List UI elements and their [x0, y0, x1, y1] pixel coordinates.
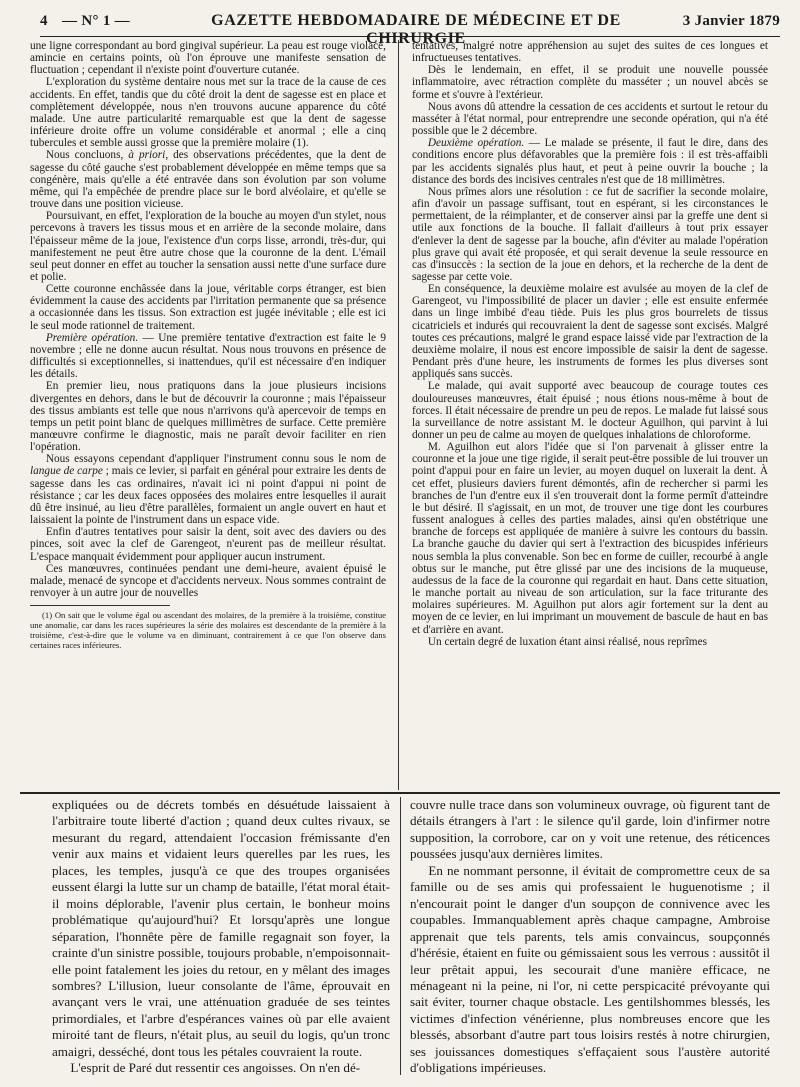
paragraph: L'esprit de Paré dut ressentir ces angoisses. On n'en dé-	[70, 1060, 361, 1076]
paragraph: Nous prîmes alors une résolution : ce fut de sacrifier la seconde molaire, afin d'avoir un passage suffisant, tout en espérant, si les circonstances le permettaient, de la réimplanter, et de conserver ainsi par la greffe une dent si utile aux fonctions de la bouche. Il fallait d'ailleurs à tout prix essayer d'enlever la dent de sagesse par la bouche, afin d'éviter au malade l'opération plus grave qui avait été proposée, et qui serait devenue la seule ressource en cas d'insuccès : la section de la joue en dehors, et la recherche de la dent de sagesse par cette voie.	[412, 185, 768, 283]
article-column-left	[30, 40, 386, 650]
article-column-right	[412, 40, 768, 648]
paragraph: une ligne correspondant au bord gingival supérieur. La peau est rouge violacé, amincie en certains points, où l'on éprouve une manifeste sensation de fluctuation ; cependant il n'existe point d'ouverture cutanée.	[30, 40, 386, 77]
paragraph: expliquées ou de décrets tombés en désuétude laissaient à l'arbitraire toute liberté d'action ; quand deux cultes rivaux, se mesurant du regard, attendaient l'occasion frémissante d'en venir aux mains et vidaient leurs querelles par les rues, les places, les temples, jusqu'à ce que des troupes organisées eussent élargi la lutte sur un champ de bataille, l'état moral était-il moins déplorable, l'avenir plus certain, le bonheur moins problématique qu'aujourd'hui? Et lorsqu'après une longue séparation, l'honnête père de famille regagnait son foyer, la crainte d'un sinistre possible, toujours probable, n'empoisonnait-elle point fatalement les joies du retour, en y mêlant des images sombres? L'illusion, lueur consolante de l'âme, éprouvait en avançant vers le vrai, une atténuation graduée de ses teintes primordiales, et l'arbre d'espérances vaines où par elle avaient miroité tant de fleurs, n'était plus, au seuil du logis, qu'un tronc amaigri, desséché, dont tous les pétales couvraient la route.	[52, 797, 390, 1059]
feuilleton-rule	[20, 792, 780, 794]
paragraph: Ces manœuvres, continuées pendant une demi-heure, avaient épuisé le malade, menacé de syncope et d'accidents nerveux. Nous sommes contraint de renvoyer à un autre jour de nouvelles	[30, 562, 386, 600]
page-header	[40, 12, 780, 47]
issue-date: 3 Janvier 1879	[682, 13, 780, 29]
feuilleton-column-right	[410, 797, 770, 1077]
paragraph: Nous essayons cependant d'appliquer l'instrument connu sous le nom de langue de carpe ; mais ce levier, si parfait en général pour extraire les dents de sagesse dans les cas ordinaires, n'avait ici ni point d'appui ni point de résistance ; car les deux faces opposées des molaires entre lesquelles il aurait dû être insinué, au lieu d'être parallèles, formaient un angle ouvert en haut et laissaient la pointe de l'instrument dans un espace vide.	[30, 453, 387, 527]
paragraph: Un certain degré de luxation étant ainsi réalisé, nous reprîmes	[427, 635, 707, 648]
paragraph: En ne nommant personne, il évitait de compromettre ceux de sa famille ou de ses amis qui professaient le huguenotisme ; il n'encourait point le danger d'un soupçon de connivence avec les coupables. Immanquablement après chaque campagne, Ambroise apprenait que tels parents, tels amis convaincus, soupçonnés d'hérésie, étaient en fuite ou gémissaient sous les verrous : aussitôt il leur prêtait appui, les secourait d'une manière efficace, ne ménageant ni la peine, ni l'or, ni cette perspicacité prévoyante qui sait éviter, tourner chaque obstacle. Les gentilshommes blessés, les victimes d'infection vénérienne, plus nombreuses encore que les blessés, absorbant d'autre part tous loisirs restés à notre chirurgien, ses jouissances domestiques s'effaçaient sous l'austère autorité d'obligations impérieuses.	[410, 862, 770, 1076]
column-divider	[398, 40, 399, 790]
paragraph: tentatives, malgré notre appréhension au sujet des suites de ces longues et infructueuses tentatives.	[412, 40, 768, 65]
footnote: (1) On sait que le volume égal ou ascendant des molaires, de la première à la troisième, constitue une anomalie, car dans les races supérieures la série des molaires est descendante de la première à la troisième, c'est-à-dire que le volume va en diminuant, contrairement à ce que l'on observe dans certaines races inférieures.	[30, 610, 386, 651]
paragraph: Le malade, qui avait supporté avec beaucoup de courage toutes ces douloureuses manœuvres, était épuisé ; nous étions nous-même à bout de forces. Il était nécessaire de prendre un peu de repos. Le malade fut laissé sous la surveillance de notre assistant M. le docteur Aguilhon, qui parvint à lui donner un peu de calme au moyen de quelques inhalations de chloroforme.	[412, 380, 768, 441]
footnote-rule	[30, 605, 170, 606]
paragraph: Nous avons dû attendre la cessation de ces accidents et surtout le retour du masséter à l'état normal, pour entreprendre une seconde opération, qui n'a été possible que le 2 décembre.	[412, 100, 768, 138]
paragraph: Enfin d'autres tentatives pour saisir la dent, soit avec des daviers ou des pinces, soit avec la clef de Garengeot, n'eurent pas de meilleur résultat. L'espace manquait évidemment pour appliquer aucun instrument.	[30, 526, 386, 563]
paragraph: En premier lieu, nous pratiquons dans la joue plusieurs incisions divergentes en dehors, dans le but de découvrir la couronne ; mais l'épaisseur des tissus ambiants est telle que nous n'arrivons qu'à apercevoir de temps en temps un petit point blanc de quelques millimètres de surface. Cette première manœuvre confirme le diagnostic, mais ne paraît devoir faciliter en rien l'opération.	[30, 380, 386, 454]
section-heading-paragraph: Deuxième opération. — Le malade se présente, il faut le dire, dans des conditions encore plus défavorables que la première fois : il est très-affaibli par les accidents signalés plus haut, et peut à peine ouvrir la bouche ; la distance des bords des incisives centrales n'est que de 18 millimètres.	[412, 137, 768, 186]
paragraph: L'exploration du système dentaire nous met sur la trace de la cause de ces accidents. En effet, tandis que du côté droit la dent de sagesse est en place et complètement développée, nous n'en trouvons aucune apparence du côté malade. Une autre particularité remarquable est que la dent de sagesse inférieure droite offre un volume considérable et anormal ; elle a cinq tubercules et semble aussi grosse que la première molaire (1).	[30, 76, 386, 150]
paragraph: Dès le lendemain, en effet, il se produit une nouvelle poussée inflammatoire, avec rétraction complète du masséter ; un nouvel abcès se forme et s'ouvre à l'extérieur.	[412, 64, 768, 101]
paragraph: Cette couronne enchâssée dans la joue, véritable corps étranger, est bien évidemment la cause des accidents par l'irritation permanente que sa présence a occasionnée dans les tissus. Son extraction est jugée inévitable ; elle est ici le seul mode rationnel de traitement.	[30, 283, 386, 332]
header-rule	[40, 36, 780, 37]
paragraph: M. Aguilhon eut alors l'idée que si l'on parvenait à glisser entre la couronne et la joue une tige rigide, il serait peut-être possible de lui trouver un point d'appui pour en faire un levier, au moyen duquel on luxerait la dent. À cet effet, plusieurs daviers furent démontés, afin de rechercher si parmi les branches de l'un d'entre eux il s'en trouverait dont la forme permît d'atteindre le but désiré. Il s'agissait, en un mot, de trouver une tige dont les courbures fussent analogues à celles des parties malades, ainsi qu'en obstétrique une branche de forceps est appliquée de manière à suivre les contours du bassin. La branche gauche du davier qui sert à l'extraction des bicuspides inférieurs nous sembla la plus convenable. Son bec en forme de cuiller, recourbé à angle obtus sur le manche, put être glissé par une des incisions de la muqueuse, audessus de la face de la couronne qui regardait en haut. Dans cette situation, le manche portait au niveau de son articulation, sur la face triturante des molaires supérieures. M. Aguilhon put alors agir fortement sur la dent au moyen de ce levier, en lui imprimant un mouvement de bascule de haut en bas et d'arrière en avant.	[412, 441, 768, 636]
journal-title: GAZETTE HEBDOMADAIRE DE MÉDECINE ET DE CHIRURGIE	[211, 12, 621, 47]
page-number: 4	[40, 13, 48, 29]
issue-number: — N° 1 —	[62, 13, 130, 29]
paragraph: Nous concluons, à priori, des observations précédentes, que la dent de sagesse du côté gauche s'est probablement développée en même temps que sa congénère, mais qu'elle a été entravée dans son évolution par son volume même, qui l'a empêchée de prendre place sur le bord alvéolaire, et qu'elle se trouve dans une position vicieuse.	[30, 149, 386, 211]
paragraph: Poursuivant, en effet, l'exploration de la bouche au moyen d'un stylet, nous percevons à travers les tissus mous et en arrière de la seconde molaire, dans l'épaisseur même de la joue, l'existence d'un corps lisse, arrondi, très-dur, qui manifestement ne peut être autre chose que la couronne de la dent. L'émail seul peut donner en effet au toucher la sensation aussi nette d'une surface dure et polie.	[30, 210, 386, 283]
paragraph: En conséquence, la deuxième molaire est avulsée au moyen de la clef de Garengeot, vu l'impossibilité de placer un davier ; elle est ensuite enfermée dans un linge imbibé d'eau tiède. Puis les plus gros bourrelets de tissus cicatriciels et indurés qui recouvraient la dent de sagesse sont excisés. Malgré toutes ces précautions, malgré le grand espace laissé vide par l'extraction de la deuxième molaire, il nous est encore impossible de saisir la dent de sagesse. Pendant près d'une heure, les instruments de formes les plus diverses sont appliqués sans succès.	[412, 283, 768, 381]
section-heading-paragraph: Première opération. — Une première tentative d'extraction est faite le 9 novembre ; elle ne donne aucun résultat. Nous nous trouvons en présence de difficultés si exceptionnelles, si inattendues, qu'il est nécessaire d'en indiquer les détails.	[30, 331, 386, 381]
feuilleton-column-left	[52, 797, 390, 1077]
paragraph: couvre nulle trace dans son volumineux ouvrage, où figurent tant de détails étrangers à l'art : le silence qu'il garde, loin d'infirmer notre supposition, la corrobore, car on y voit une retenue, des réticences poussées jusqu'aux dernières limites.	[410, 797, 770, 862]
column-divider	[400, 797, 401, 1075]
